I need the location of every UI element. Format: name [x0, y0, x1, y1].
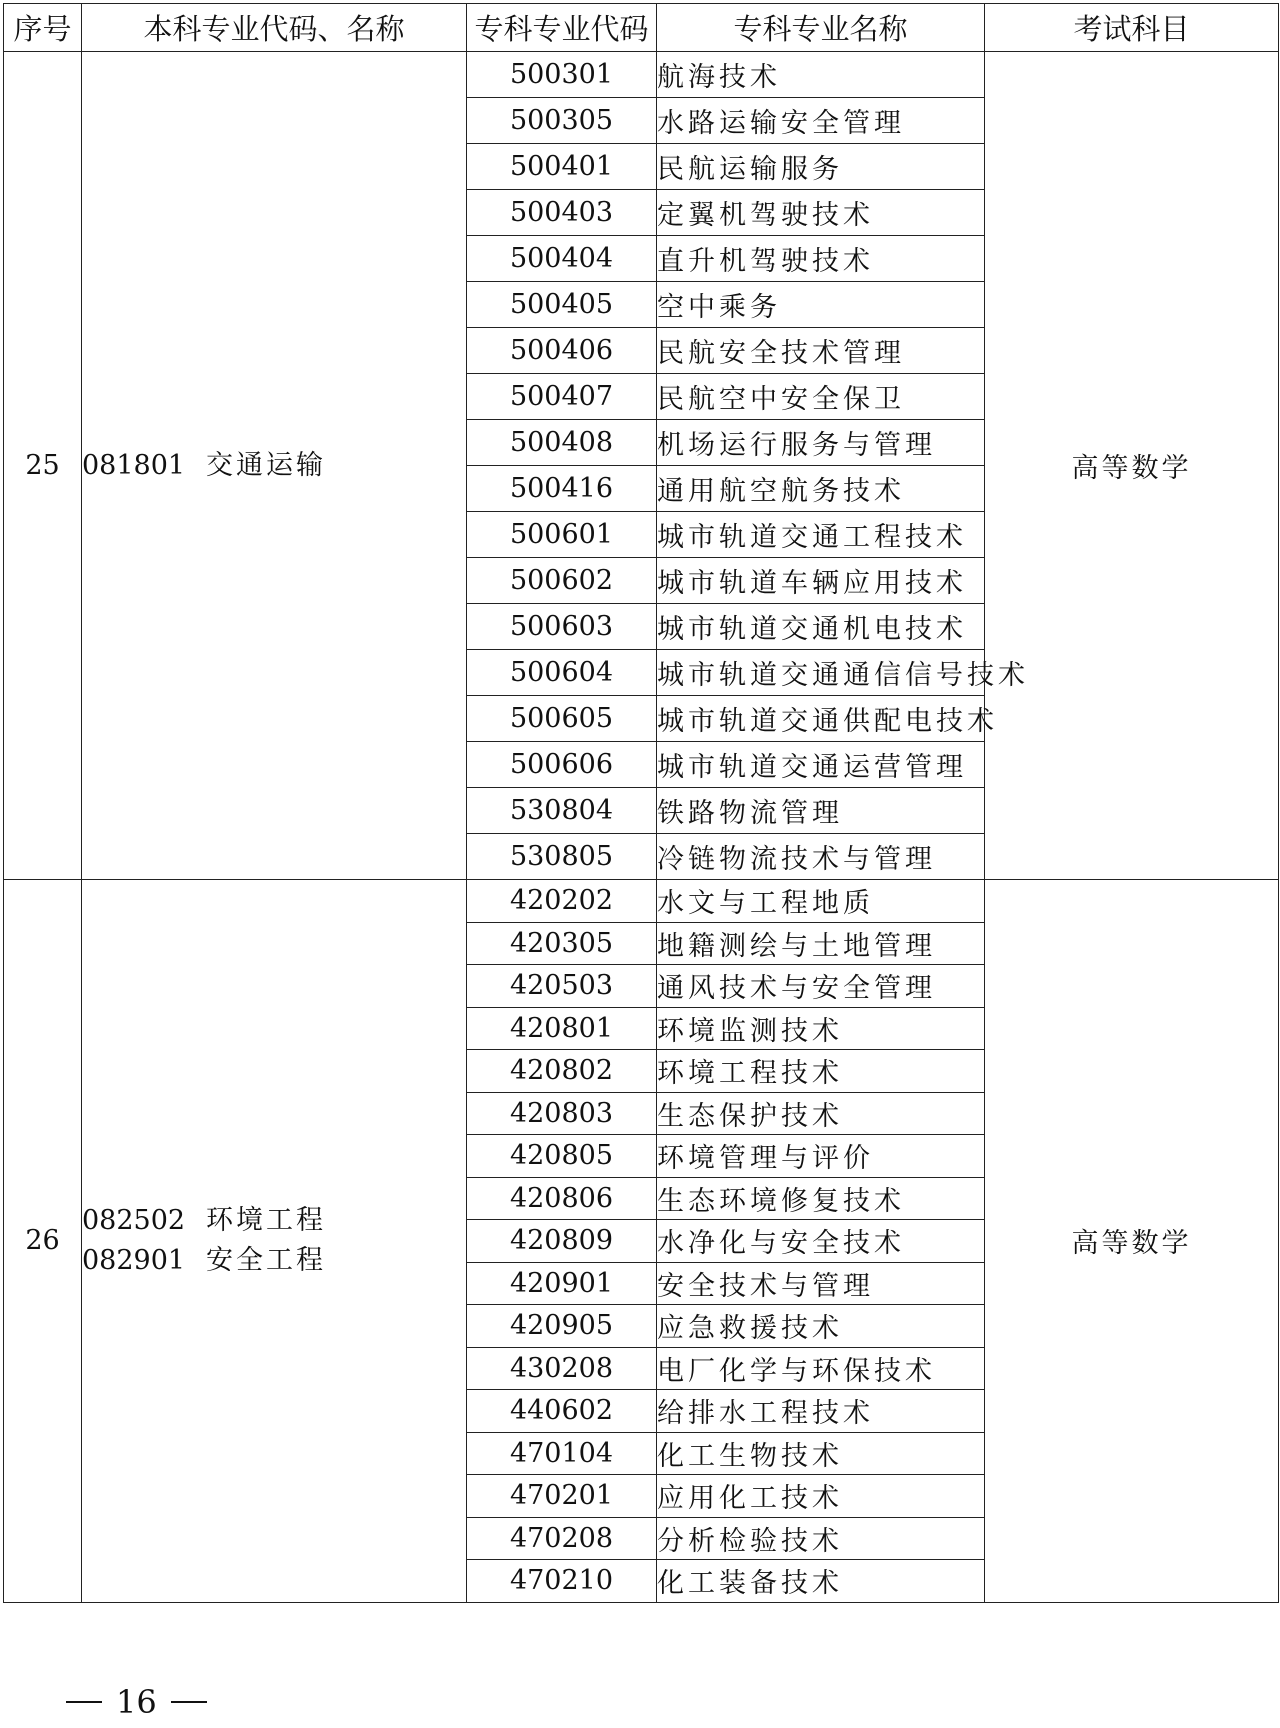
major-name: 民航安全技术管理 — [657, 328, 985, 374]
undergrad-entry — [82, 1241, 466, 1281]
major-code: 500407 — [467, 374, 657, 420]
major-name: 机场运行服务与管理 — [657, 420, 985, 466]
major-name: 城市轨道交通工程技术 — [657, 512, 985, 558]
major-code: 420202 — [467, 880, 657, 923]
major-name: 城市轨道交通通信信号技术 — [657, 650, 985, 696]
row-seq: 26 — [4, 880, 82, 1603]
header-subject: 考试科目 — [985, 4, 1279, 52]
major-name: 水文与工程地质 — [657, 880, 985, 923]
major-code: 500601 — [467, 512, 657, 558]
major-name: 城市轨道交通供配电技术 — [657, 696, 985, 742]
header-row — [4, 4, 1279, 52]
footer-dash-right — [171, 1701, 207, 1703]
major-code: 470201 — [467, 1475, 657, 1518]
major-code: 470210 — [467, 1560, 657, 1603]
major-code: 500403 — [467, 190, 657, 236]
major-code: 420805 — [467, 1135, 657, 1178]
major-code: 420305 — [467, 922, 657, 965]
major-name: 应用化工技术 — [657, 1475, 985, 1518]
major-name: 定翼机驾驶技术 — [657, 190, 985, 236]
major-name: 直升机驾驶技术 — [657, 236, 985, 282]
table-row — [4, 880, 1279, 923]
major-name: 分析检验技术 — [657, 1517, 985, 1560]
page-footer — [66, 1683, 286, 1721]
major-name: 化工生物技术 — [657, 1432, 985, 1475]
major-name: 城市轨道交通机电技术 — [657, 604, 985, 650]
header-code: 专科专业代码 — [467, 4, 657, 52]
major-name: 航海技术 — [657, 52, 985, 98]
major-code: 500301 — [467, 52, 657, 98]
major-code: 500401 — [467, 144, 657, 190]
major-name: 生态环境修复技术 — [657, 1177, 985, 1220]
major-code: 500405 — [467, 282, 657, 328]
major-name: 环境监测技术 — [657, 1007, 985, 1050]
major-name: 化工装备技术 — [657, 1560, 985, 1603]
major-code: 420806 — [467, 1177, 657, 1220]
header-seq: 序号 — [4, 4, 82, 52]
majors-table — [3, 3, 1279, 1603]
major-code: 500604 — [467, 650, 657, 696]
major-name: 水路运输安全管理 — [657, 98, 985, 144]
undergrad-name: 交通运输 — [206, 449, 326, 481]
page-number: 16 — [116, 1683, 157, 1721]
major-code: 500605 — [467, 696, 657, 742]
major-name: 水净化与安全技术 — [657, 1220, 985, 1263]
major-code: 500305 — [467, 98, 657, 144]
major-code: 470104 — [467, 1432, 657, 1475]
major-name: 空中乘务 — [657, 282, 985, 328]
row-seq: 25 — [4, 52, 82, 880]
undergrad-entry — [82, 1201, 466, 1241]
major-name: 民航空中安全保卫 — [657, 374, 985, 420]
table-row — [4, 52, 1279, 98]
major-name: 环境管理与评价 — [657, 1135, 985, 1178]
major-code: 420803 — [467, 1092, 657, 1135]
undergrad-entry — [82, 446, 466, 486]
major-code: 440602 — [467, 1390, 657, 1433]
major-name: 铁路物流管理 — [657, 788, 985, 834]
undergrad-cell — [82, 52, 467, 880]
major-code: 500606 — [467, 742, 657, 788]
major-code: 420802 — [467, 1050, 657, 1093]
exam-subject: 高等数学 — [985, 52, 1279, 880]
major-name: 应急救援技术 — [657, 1305, 985, 1348]
major-name: 生态保护技术 — [657, 1092, 985, 1135]
major-code: 530805 — [467, 834, 657, 880]
header-name: 专科专业名称 — [657, 4, 985, 52]
table-body — [4, 52, 1279, 1603]
major-code: 500416 — [467, 466, 657, 512]
major-code: 420905 — [467, 1305, 657, 1348]
major-name: 城市轨道交通运营管理 — [657, 742, 985, 788]
major-code: 470208 — [467, 1517, 657, 1560]
major-code: 530804 — [467, 788, 657, 834]
major-code: 500404 — [467, 236, 657, 282]
major-name: 安全技术与管理 — [657, 1262, 985, 1305]
major-code: 500603 — [467, 604, 657, 650]
major-code: 420901 — [467, 1262, 657, 1305]
major-code: 430208 — [467, 1347, 657, 1390]
header-undergrad: 本科专业代码、名称 — [82, 4, 467, 52]
major-name: 地籍测绘与土地管理 — [657, 922, 985, 965]
major-name: 电厂化学与环保技术 — [657, 1347, 985, 1390]
major-name: 通风技术与安全管理 — [657, 965, 985, 1008]
undergrad-code: 081801 — [82, 449, 186, 481]
major-name: 通用航空航务技术 — [657, 466, 985, 512]
undergrad-name: 环境工程 — [206, 1204, 326, 1236]
major-name: 冷链物流技术与管理 — [657, 834, 985, 880]
major-name: 环境工程技术 — [657, 1050, 985, 1093]
undergrad-code: 082502 — [82, 1204, 186, 1236]
major-code: 500602 — [467, 558, 657, 604]
major-name: 给排水工程技术 — [657, 1390, 985, 1433]
major-name: 城市轨道车辆应用技术 — [657, 558, 985, 604]
major-code: 420801 — [467, 1007, 657, 1050]
major-code: 500406 — [467, 328, 657, 374]
major-code: 420809 — [467, 1220, 657, 1263]
undergrad-cell — [82, 880, 467, 1603]
exam-subject: 高等数学 — [985, 880, 1279, 1603]
undergrad-code: 082901 — [82, 1244, 186, 1276]
major-code: 420503 — [467, 965, 657, 1008]
major-code: 500408 — [467, 420, 657, 466]
undergrad-name: 安全工程 — [206, 1244, 326, 1276]
major-name: 民航运输服务 — [657, 144, 985, 190]
footer-dash-left — [66, 1701, 102, 1703]
